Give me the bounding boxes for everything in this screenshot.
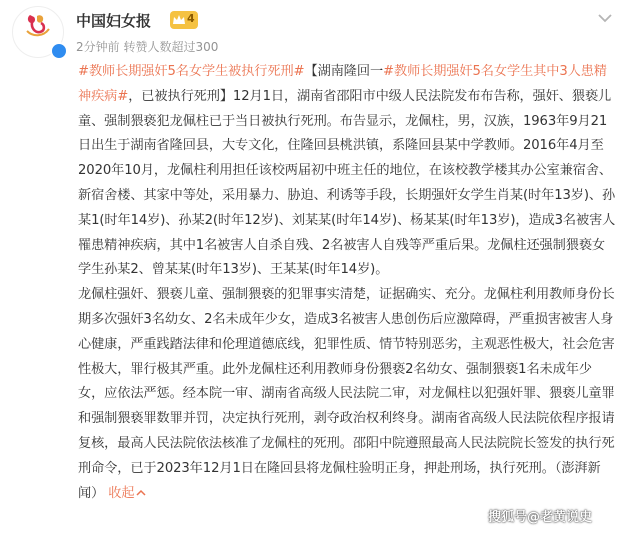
badge-level: 4 — [187, 12, 195, 25]
crown-icon — [172, 13, 186, 27]
post-header — [0, 0, 630, 60]
collapse-link[interactable] — [108, 486, 146, 501]
timestamp[interactable]: 2分钟前 — [76, 40, 120, 54]
hashtag-link[interactable]: #教师长期强奸5名女学生其中3人患精神疾病# — [78, 64, 607, 104]
post-text: 龙佩柱强奸、猥亵儿童、强制猥亵的犯罪事实清楚，证据确实、充分。龙佩柱利用教师身份长期多次强奸3名幼女、2名未成年少女，造成3名被害人患创伤后应激障碍，严重损害被害人身心健康，严重践踏法律和伦理道德底线，犯罪性质、情节特别恶劣，主观恶性极大，社会危害性极大，罪行极其严重。此外龙佩柱还利用教师身份猥亵2名幼女、强制猥亵1名未成年少女，应依法严惩。经本院一审、湖南省高级人民法院二审，对龙佩柱以犯强奸罪、猥亵儿童罪和强制猥亵罪数罪并罚，决定执行死刑，剥夺政治权利终身。湖南省高级人民法院依程序报请复核，最高人民法院依法核准了龙佩柱的死刑。邵阳中院遵照最高人民法院院长签发的执行死刑命令，已于2023年12月1日在隆回县将龙佩柱验明正身，押赴刑场，执行死刑。（澎湃新闻） — [78, 287, 615, 501]
account-name[interactable]: 中国妇女报 — [76, 12, 152, 30]
post-paragraph — [78, 283, 618, 506]
post-text: ，已被执行死刑】12月1日，湖南省邵阳市中级人民法院发布布告称，强奸、猥亵儿童、强制猥亵犯龙佩柱已于当日被执行死刑。布告显示，龙佩柱，男，汉族，1963年9月21日出生于湖南省隆回县，大专文化，住隆回县桃洪镇，系隆回县某中学教师。2016年4月至2020年10月，龙佩柱利用担任该校两届初中班主任的地位，在该校教学楼其办公室兼宿舍、新宿舍楼、其家中等处，采用暴力、胁迫、利诱等手段，长期强奸女学生肖某(时年13岁)、孙某1(时年14岁)、孙某2(时年12岁)、刘某某(时年14岁)、杨某某(时年13岁)，造成3名被害人罹患精神疾病，其中1名被害人自杀自残、2名被害人自残等严重后果。龙佩柱还强制猥亵女学生孙某2、曾某某(时年13岁)、王某某(时年14岁)。 — [78, 88, 616, 278]
watermark: 搜狐号@老黄说史 — [488, 510, 593, 525]
member-badge[interactable] — [170, 11, 198, 29]
verified-badge-icon — [50, 42, 68, 60]
chevron-up-icon — [136, 489, 146, 497]
post-meta — [76, 38, 218, 55]
post-intro: 【湖南隆回一 — [304, 64, 384, 79]
collapse-label: 收起 — [108, 485, 135, 501]
post-paragraph — [78, 60, 618, 283]
post-body — [78, 60, 618, 506]
chevron-down-icon[interactable] — [596, 12, 614, 24]
repost-count: 转赞人数超过300 — [123, 40, 219, 54]
hashtag-link[interactable]: #教师长期强奸5名女学生被执行死刑# — [78, 64, 305, 79]
